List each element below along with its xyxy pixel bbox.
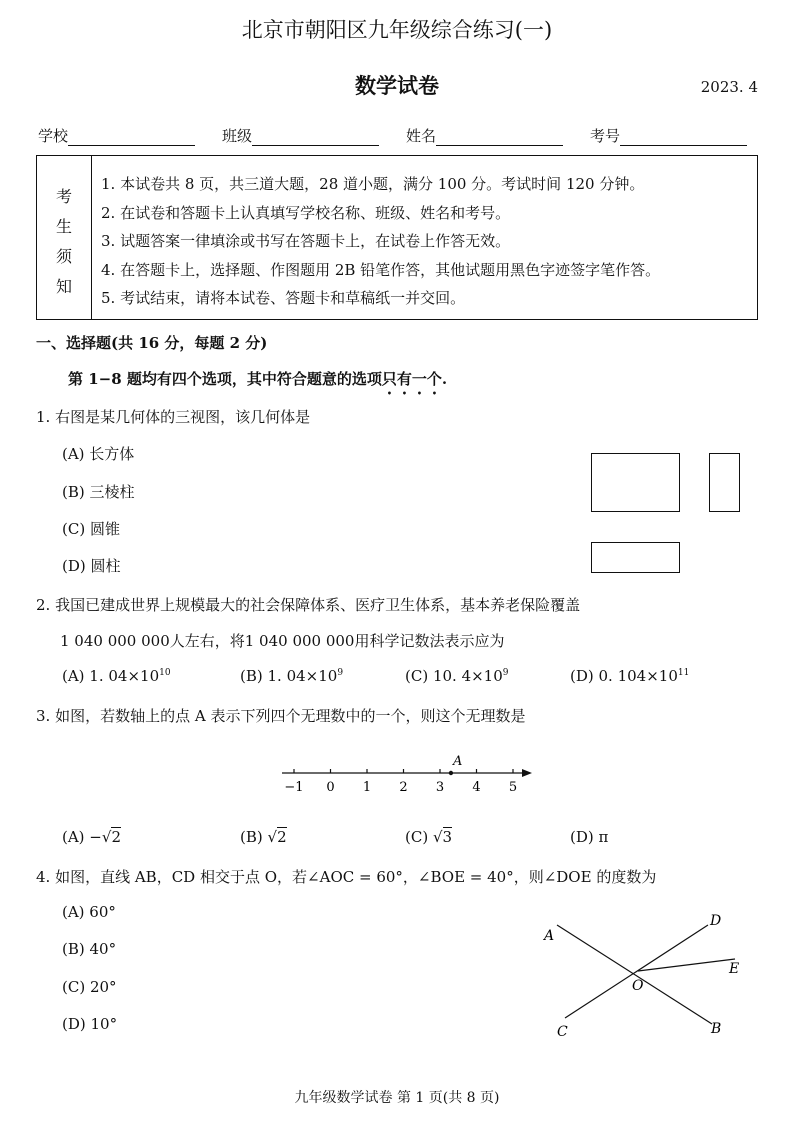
question-4-stem: 4. 如图，直线 AB，CD 相交于点 O，若∠AOC = 60°，∠BOE = 40°，则∠DOE 的度数为	[36, 868, 657, 886]
radicand: 3	[442, 828, 453, 846]
number-line-tick-label: 5	[508, 780, 518, 795]
top-view-rect	[591, 542, 680, 573]
radicand: 2	[111, 828, 121, 846]
label-c: C	[557, 1024, 568, 1040]
label-a: A	[544, 928, 555, 944]
question-1-option-a[interactable]: (A) 长方体	[62, 445, 135, 463]
line-cd	[565, 925, 708, 1018]
instruction-text: 第 1−8 题均有四个选项，其中符合题意的选项	[68, 370, 382, 388]
number-line-tick-label: 0	[326, 780, 335, 795]
option-exponent: 9	[337, 668, 344, 678]
question-1-option-b[interactable]: (B) 三棱柱	[62, 483, 135, 501]
number-line-tick-label: 4	[472, 780, 481, 795]
class-field[interactable]	[222, 125, 379, 146]
question-3-stem: 3. 如图，若数轴上的点 A 表示下列四个无理数中的一个，则这个无理数是	[36, 707, 526, 725]
notice-item: 4. 在答题卡上，选择题、作图题用 2B 铅笔作答，其他试题用黑色字迹签字笔作答。	[101, 260, 661, 279]
option-prefix: (D) π	[570, 828, 609, 846]
option-prefix: (B)	[240, 828, 268, 846]
intersecting-lines-svg	[540, 905, 750, 1045]
label-d: D	[710, 913, 722, 929]
number-field[interactable]	[590, 125, 747, 146]
name-blank[interactable]	[436, 129, 563, 146]
notice-item: 1. 本试卷共 8 页，共三道大题，28 道小题，满分 100 分。考试时间 120 分钟。	[101, 175, 645, 193]
question-4-option-a[interactable]: (A) 60°	[62, 903, 116, 921]
question-1-option-c[interactable]: (C) 圆锥	[62, 520, 120, 538]
notice-item: 3. 试题答案一律填涂或书写在答题卡上，在试卷上作答无效。	[101, 232, 511, 250]
number-line-svg	[270, 745, 550, 795]
question-4-option-d[interactable]: (D) 10°	[62, 1015, 118, 1033]
notice-side-char: 考	[56, 187, 73, 206]
question-2-option-a[interactable]	[62, 667, 171, 685]
question-2-option-c[interactable]	[405, 667, 509, 685]
side-view-rect	[709, 453, 740, 512]
label-o: O	[632, 978, 644, 994]
exam-date: 2023. 4	[700, 78, 758, 96]
number-label: 考号	[590, 127, 621, 145]
option-label: (D) 0. 104×10	[570, 667, 678, 685]
option-label: (C) 10. 4×10	[405, 667, 503, 685]
candidate-notice-box	[36, 155, 758, 320]
page-footer: 九年级数学试卷 第 1 页(共 8 页)	[294, 1090, 500, 1106]
option-label: (A) 1. 04×10	[62, 667, 160, 685]
notice-side-char: 须	[56, 247, 73, 266]
exam-title: 北京市朝阳区九年级综合练习(一)	[241, 18, 553, 42]
radicand: 2	[277, 828, 287, 846]
number-blank[interactable]	[620, 129, 747, 146]
question-2-stem-line2: 1 040 000 000人左右，将1 040 000 000用科学记数法表示应为	[60, 632, 505, 650]
label-b: B	[711, 1021, 722, 1037]
notice-item: 5. 考试结束，请将本试卷、答题卡和草稿纸一并交回。	[101, 289, 466, 307]
number-line-tick-label: 2	[399, 780, 408, 795]
question-3-option-c[interactable]	[405, 828, 452, 846]
notice-side-label	[37, 156, 92, 319]
number-line-tick-label: 1	[362, 780, 372, 795]
sqrt-sign: √	[267, 828, 278, 846]
question-3-option-d[interactable]	[570, 828, 608, 846]
student-info-row	[38, 125, 758, 149]
question-2-stem-line1: 2. 我国已建成世界上规模最大的社会保障体系、医疗卫生体系，基本养老保险覆盖	[36, 596, 581, 614]
question-2-option-d[interactable]	[570, 667, 689, 685]
question-4-option-b[interactable]: (B) 40°	[62, 940, 117, 958]
point-a-label: A	[452, 754, 463, 769]
class-blank[interactable]	[252, 129, 379, 146]
exam-subtitle: 数学试卷	[355, 73, 439, 98]
question-3-option-b[interactable]	[240, 828, 287, 846]
notice-item: 2. 在试卷和答题卡上认真填写学校名称、班级、姓名和考号。	[101, 203, 511, 222]
option-exponent: 10	[159, 668, 171, 678]
instruction-end: .	[441, 370, 448, 388]
option-exponent: 9	[502, 668, 509, 678]
school-field[interactable]	[38, 125, 195, 146]
intersecting-lines-figure	[540, 905, 750, 1045]
school-label: 学校	[38, 127, 69, 145]
option-prefix: (A) −	[62, 828, 102, 846]
question-1-option-d[interactable]: (D) 圆柱	[62, 557, 121, 575]
option-exponent: 11	[677, 668, 690, 678]
section-instruction	[68, 368, 447, 398]
label-e: E	[729, 961, 740, 977]
number-line-figure	[270, 745, 550, 795]
notice-side-char: 生	[56, 217, 73, 236]
section-heading: 一、选择题(共 16 分，每题 2 分)	[36, 334, 268, 352]
number-line-arrow	[522, 769, 532, 777]
option-prefix: (C)	[405, 828, 433, 846]
number-line-tick-label: −1	[284, 780, 304, 795]
sqrt-sign: √	[101, 828, 112, 846]
number-line-tick-label: 3	[435, 780, 445, 795]
notice-items	[101, 173, 660, 316]
name-label: 姓名	[406, 127, 437, 145]
front-view-rect	[591, 453, 680, 512]
line-ab	[557, 925, 712, 1024]
point-a-marker	[449, 771, 453, 775]
class-label: 班级	[222, 127, 253, 145]
notice-side-char: 知	[56, 277, 73, 296]
question-4-option-c[interactable]: (C) 20°	[62, 978, 117, 996]
name-field[interactable]	[406, 125, 563, 146]
question-2-option-b[interactable]	[240, 667, 343, 685]
school-blank[interactable]	[68, 129, 195, 146]
instruction-emphasis: 只有一个	[381, 370, 442, 388]
sqrt-sign: √	[432, 828, 443, 846]
question-3-option-a[interactable]	[62, 828, 121, 846]
option-label: (B) 1. 04×10	[240, 667, 338, 685]
question-1-stem: 1. 右图是某几何体的三视图，该几何体是	[36, 408, 311, 426]
